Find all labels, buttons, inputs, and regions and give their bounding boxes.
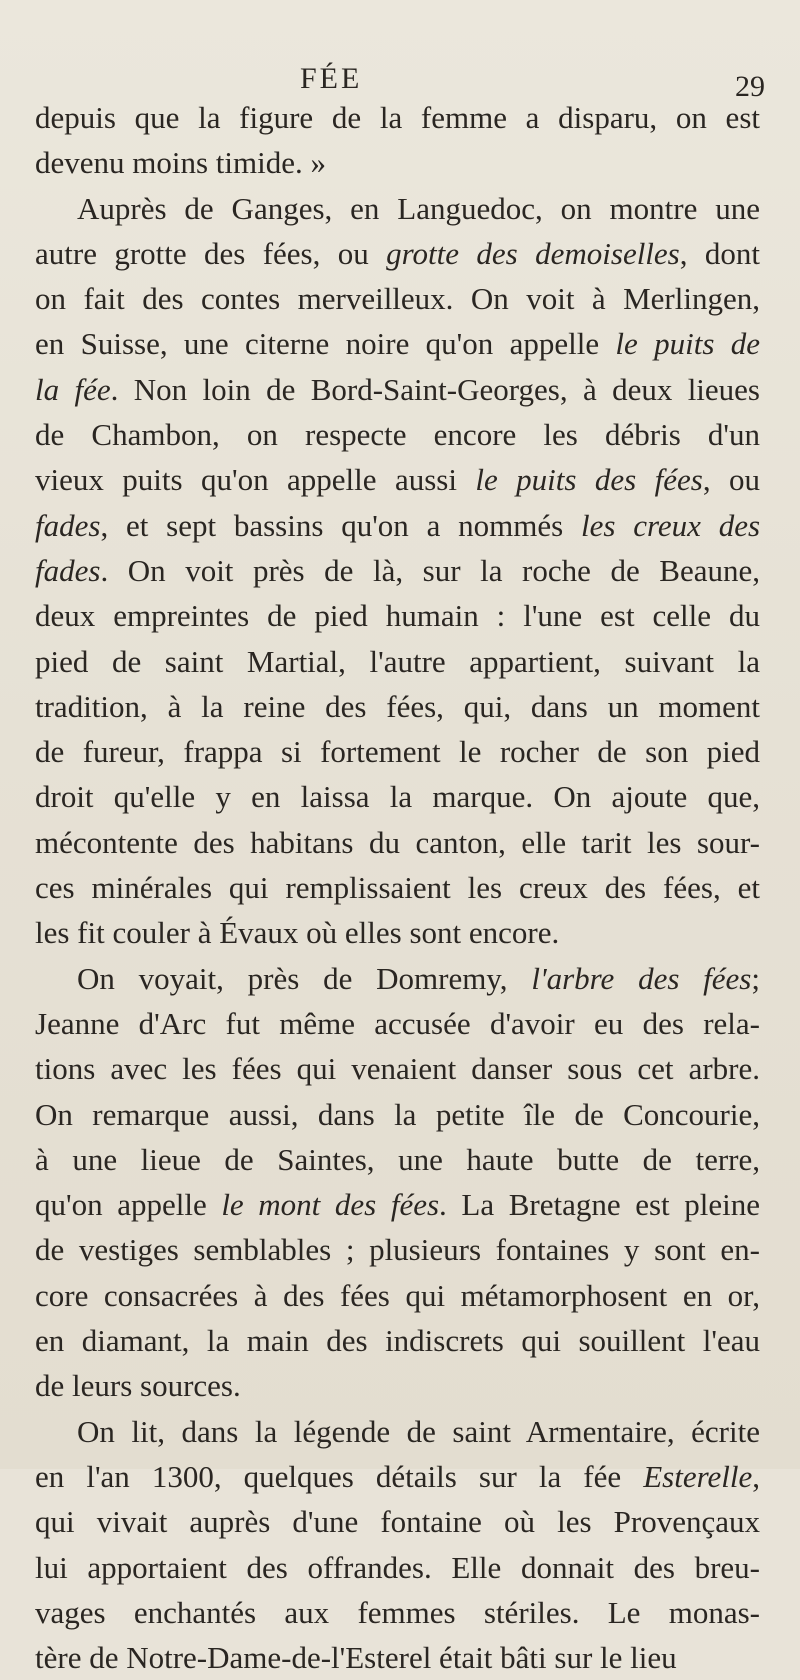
body-text	[35, 95, 760, 1680]
text-run: les fit couler à Évaux où elles sont encore.	[35, 915, 560, 951]
text-line	[35, 1499, 760, 1544]
italic-text: Esterelle	[643, 1458, 753, 1494]
text-run: droit qu'elle y en laissa la marque. On ajoute que,	[35, 779, 760, 815]
text-run: autre grotte des fées, ou	[35, 235, 387, 271]
text-line	[35, 684, 760, 729]
text-line	[35, 321, 760, 366]
text-line	[35, 1409, 760, 1454]
text-line	[35, 1545, 760, 1590]
text-run: ;	[751, 960, 760, 996]
text-line	[35, 1001, 760, 1046]
italic-text: la fée	[35, 371, 111, 407]
running-head: FÉE	[300, 62, 363, 95]
text-line	[35, 1092, 760, 1137]
italic-text: fades	[35, 552, 101, 588]
text-run: vieux puits qu'on appelle aussi	[35, 462, 476, 498]
text-run: tions avec les fées qui venaient danser sous cet arbre.	[35, 1051, 760, 1087]
text-run: on fait des contes merveilleux. On voit à Merlingen,	[35, 281, 760, 317]
text-line	[35, 1590, 760, 1635]
text-line	[35, 729, 760, 774]
italic-text: le puits des fées	[475, 462, 703, 498]
text-line	[35, 910, 760, 955]
text-line	[35, 956, 760, 1001]
text-line	[35, 1635, 760, 1680]
text-run: en diamant, la main des indiscrets qui souillent l'eau	[35, 1323, 760, 1359]
text-line	[35, 95, 760, 140]
text-run: de Chambon, on respecte encore les débris d'un	[35, 417, 760, 453]
text-run: mécontente des habitans du canton, elle tarit les sour-	[35, 824, 760, 860]
text-line	[35, 1454, 760, 1499]
text-run: pied de saint Martial, l'autre appartient, suivant la	[35, 643, 760, 679]
italic-text: grotte des demoiselles	[386, 235, 680, 271]
text-line	[35, 367, 760, 412]
text-run: de vestiges semblables ; plusieurs fontaines y sont en-	[35, 1232, 760, 1268]
text-run: core consacrées à des fées qui métamorphosent en or,	[35, 1277, 760, 1313]
text-run: lui apportaient des offrandes. Elle donnait des breu-	[35, 1549, 760, 1585]
italic-text: fades	[35, 507, 101, 543]
text-run: On voyait, près de Domremy,	[77, 960, 532, 996]
text-run: qu'on appelle	[35, 1187, 222, 1223]
text-line	[35, 276, 760, 321]
text-run: . La Bretagne est pleine	[439, 1187, 760, 1223]
text-run: de leurs sources.	[35, 1368, 241, 1404]
text-line	[35, 457, 760, 502]
text-run: vages enchantés aux femmes stériles. Le monas-	[35, 1594, 760, 1630]
text-line	[35, 1363, 760, 1408]
text-line	[35, 1227, 760, 1272]
page-number: 29	[735, 70, 765, 103]
text-run: Jeanne d'Arc fut même accusée d'avoir eu des rela-	[35, 1005, 760, 1041]
italic-text: le puits de	[615, 326, 760, 362]
text-line	[35, 1182, 760, 1227]
text-line	[35, 820, 760, 865]
text-line	[35, 140, 760, 185]
text-line	[35, 1137, 760, 1182]
text-run: . On voit près de là, sur la roche de Beaune,	[100, 552, 760, 588]
text-line	[35, 1273, 760, 1318]
text-run: , dont	[679, 235, 760, 271]
text-line	[35, 548, 760, 593]
text-line	[35, 593, 760, 638]
text-line	[35, 639, 760, 684]
text-run: , ou	[702, 462, 760, 498]
text-run: qui vivait auprès d'une fontaine où les Provençaux	[35, 1504, 760, 1540]
text-run: . Non loin de Bord-Saint-Georges, à deux lieues	[110, 371, 760, 407]
text-run: ,	[752, 1458, 760, 1494]
text-line	[35, 186, 760, 231]
text-run: deux empreintes de pied humain : l'une est celle du	[35, 598, 760, 634]
text-line	[35, 774, 760, 819]
text-run: ces minérales qui remplissaient les creux des fées, et	[35, 870, 760, 906]
text-run: à une lieue de Saintes, une haute butte de terre,	[35, 1141, 760, 1177]
text-line	[35, 1046, 760, 1091]
text-run: depuis que la figure de la femme a disparu, on est	[35, 100, 760, 135]
italic-text: l'arbre des fées	[531, 960, 752, 996]
text-run: , et sept bassins qu'on a nommés	[100, 507, 581, 543]
text-run: de fureur, frappa si fortement le rocher de son pied	[35, 734, 760, 770]
text-line	[35, 503, 760, 548]
italic-text: le mont des fées	[221, 1187, 440, 1223]
text-line	[35, 865, 760, 910]
text-run: Auprès de Ganges, en Languedoc, on montre une	[77, 190, 760, 226]
text-run: On remarque aussi, dans la petite île de Concourie,	[35, 1096, 760, 1132]
text-run: On lit, dans la légende de saint Armentaire, écrite	[77, 1413, 760, 1449]
text-line	[35, 1318, 760, 1363]
italic-text: les creux des	[580, 507, 761, 543]
text-run: en Suisse, une citerne noire qu'on appelle	[35, 326, 616, 362]
text-run: tradition, à la reine des fées, qui, dans un moment	[35, 688, 760, 724]
text-run: tère de Notre-Dame-de-l'Esterel était bâti sur le lieu	[35, 1640, 677, 1676]
text-run: en l'an 1300, quelques détails sur la fée	[35, 1458, 644, 1494]
text-line	[35, 231, 760, 276]
text-run: devenu moins timide. »	[35, 145, 327, 181]
text-line	[35, 412, 760, 457]
